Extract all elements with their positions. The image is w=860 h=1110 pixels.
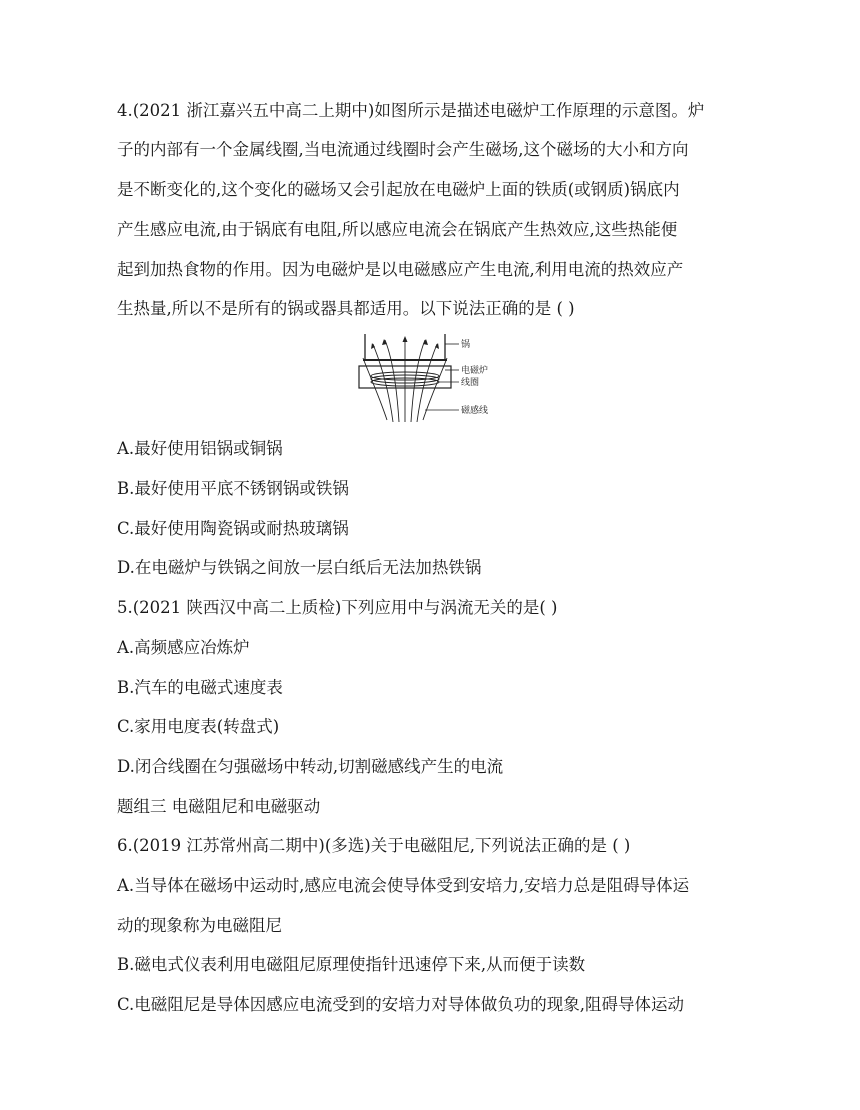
q5-option-a: A.高频感应冶炼炉 xyxy=(117,638,250,657)
section-title: 题组三 电磁阻尼和电磁驱动 xyxy=(117,797,321,816)
q4-stem-line-1: 4.(2021 浙江嘉兴五中高二上期中)如图所示是描述电磁炉工作原理的示意图。炉 xyxy=(117,101,705,120)
q4-stem-line-4: 产生感应电流,由于锅底有电阻,所以感应电流会在锅底产生热效应,这些热能便 xyxy=(117,220,678,239)
label-pot: 锅 xyxy=(461,340,471,350)
q4-stem-line-6: 生热量,所以不是所有的锅或器具都适用。以下说法正确的是 ( ) xyxy=(117,299,575,318)
label-coil: 线圈 xyxy=(461,378,480,388)
q4-stem-line-5: 起到加热食物的作用。因为电磁炉是以电磁感应产生电流,利用电流的热效应产 xyxy=(117,260,684,279)
q6-option-a-line-1: A.当导体在磁场中运动时,感应电流会使导体受到安培力,安培力总是阻碍导体运 xyxy=(117,876,690,895)
q4-option-c: C.最好使用陶瓷锅或耐热玻璃锅 xyxy=(117,519,349,538)
q5-stem: 5.(2021 陕西汉中高二上质检)下列应用中与涡流无关的是( ) xyxy=(117,598,558,617)
q4-stem-line-2: 子的内部有一个金属线圈,当电流通过线圈时会产生磁场,这个磁场的大小和方向 xyxy=(117,140,689,159)
q4-option-d: D.在电磁炉与铁锅之间放一层白纸后无法加热铁锅 xyxy=(117,558,482,577)
q4-option-a: A.最好使用铝锅或铜锅 xyxy=(117,439,283,458)
q4-stem-line-3: 是不断变化的,这个变化的磁场又会引起放在电磁炉上面的铁质(或钢质)锅底内 xyxy=(117,180,680,199)
q6-option-c: C.电磁阻尼是导体因感应电流受到的安培力对导体做负功的现象,阻碍导体运动 xyxy=(117,995,685,1014)
label-field-lines: 磁感线 xyxy=(461,406,489,416)
induction-cooker-diagram xyxy=(355,330,505,426)
q4-option-b: B.最好使用平底不锈钢锅或铁锅 xyxy=(117,479,349,498)
q5-option-c: C.家用电度表(转盘式) xyxy=(117,717,280,736)
induction-cooker-svg xyxy=(355,330,505,426)
label-cooker: 电磁炉 xyxy=(461,366,489,376)
q5-option-b: B.汽车的电磁式速度表 xyxy=(117,678,283,697)
q6-stem: 6.(2019 江苏常州高二期中)(多选)关于电磁阻尼,下列说法正确的是 ( ) xyxy=(117,836,631,855)
q5-option-d: D.闭合线圈在匀强磁场中转动,切割磁感线产生的电流 xyxy=(117,757,504,776)
q6-option-a-line-2: 动的现象称为电磁阻尼 xyxy=(117,916,282,935)
q6-option-b: B.磁电式仪表利用电磁阻尼原理使指针迅速停下来,从而便于读数 xyxy=(117,955,586,974)
